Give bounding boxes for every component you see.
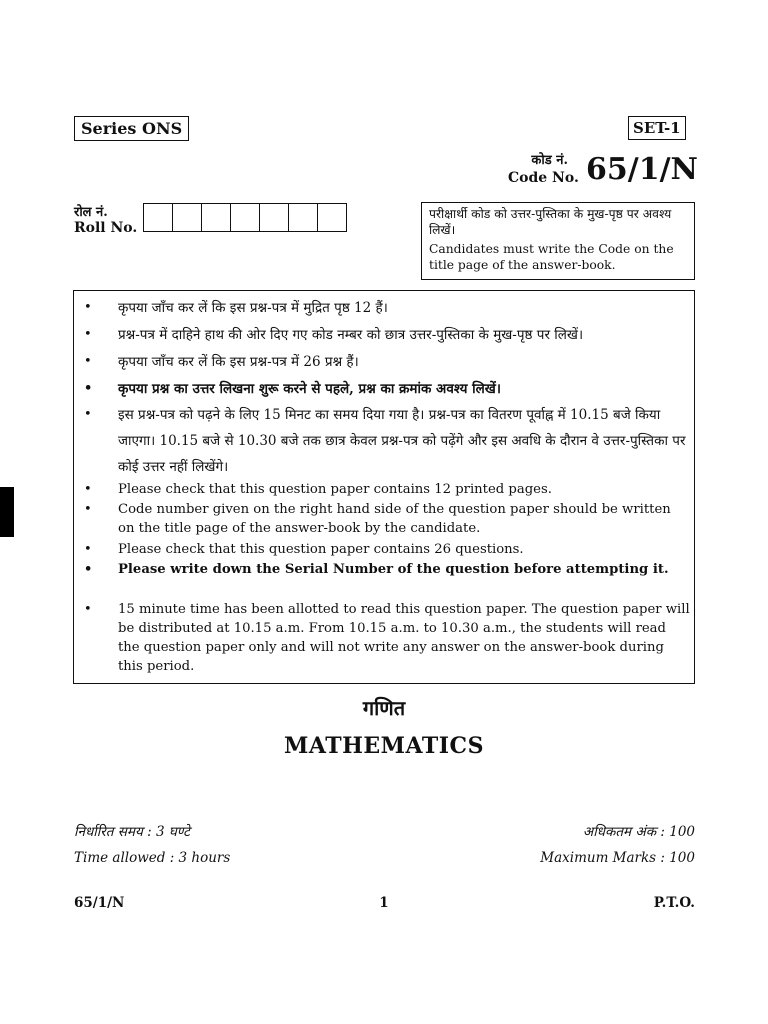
instruction-english-3: • Please check that this question paper contains 26 questions. xyxy=(118,540,690,559)
instruction-hindi-3: • कृपया जाँच कर लें कि इस प्रश्न-पत्र में 26 प्रश्न हैं। xyxy=(118,348,690,376)
instructions-box xyxy=(73,290,695,684)
instruction-english-5: • 15 minute time has been allotted to read this question paper. The question paper will be distributed at 10.15 a.m. From 10.15 a.m. to 10.30 a.m., the students will read the question paper only and will not write any answer on the answer-book during this period. xyxy=(118,600,690,676)
code-number: 65/1/N xyxy=(586,152,698,187)
candidate-note-hindi: परीक्षार्थी कोड को उत्तर-पुस्तिका के मुख-पृष्ठ पर अवश्य लिखें। xyxy=(429,207,672,237)
page-edge-marker xyxy=(0,487,14,537)
instruction-english-2: • Code number given on the right hand side of the question paper should be written on the title page of the answer-book by the candidate. xyxy=(118,500,690,538)
roll-number-cell[interactable] xyxy=(201,203,231,232)
subject-title: MATHEMATICS xyxy=(284,733,484,759)
instruction-english-4: • Please write down the Serial Number of the question before attempting it. xyxy=(118,560,690,579)
pto-label: P.T.O. xyxy=(653,895,695,911)
page-number: 1 xyxy=(379,895,389,911)
roll-number-cell[interactable] xyxy=(143,203,173,232)
roll-label: Roll No. xyxy=(74,220,138,236)
candidate-note-english: Candidates must write the Code on the title page of the answer-book. xyxy=(429,242,674,272)
code-label: Code No. xyxy=(508,170,579,186)
footer-code: 65/1/N xyxy=(74,895,125,911)
roll-number-cell[interactable] xyxy=(172,203,202,232)
roll-number-cell[interactable] xyxy=(259,203,289,232)
code-label-hindi: कोड नं. xyxy=(531,153,568,168)
candidate-note-box xyxy=(421,202,695,280)
time-allowed-hindi: निर्धारित समय : 3 घण्टे xyxy=(74,824,190,840)
series-label: Series ONS xyxy=(74,116,189,141)
set-label: SET-1 xyxy=(628,116,686,140)
maximum-marks: Maximum Marks : 100 xyxy=(540,850,695,866)
time-allowed: Time allowed : 3 hours xyxy=(74,850,231,866)
roll-number-cell[interactable] xyxy=(288,203,318,232)
subject-title-hindi: गणित xyxy=(362,696,406,720)
instruction-hindi-2: • प्रश्न-पत्र में दाहिने हाथ की ओर दिए गए कोड नम्बर को छात्र उत्तर-पुस्तिका के मुख-पृष्ठ पर लिखें। xyxy=(118,321,690,349)
maximum-marks-hindi: अधिकतम अंक : 100 xyxy=(582,824,695,840)
roll-number-cell[interactable] xyxy=(317,203,347,232)
roll-number-cell[interactable] xyxy=(230,203,260,232)
instruction-english-1: • Please check that this question paper contains 12 printed pages. xyxy=(118,480,690,499)
roll-label-hindi: रोल नं. xyxy=(74,205,108,220)
instruction-hindi-5: • इस प्रश्न-पत्र को पढ़ने के लिए 15 मिनट का समय दिया गया है। प्रश्न-पत्र का वितरण पूर्वाह्न में 10.15 बजे किया जाएगा। 10.15 बजे से 10.30 बजे तक छात्र केवल प्रश्न-पत्र को पढ़ेंगे और इस अवधि के दौरान वे उत्तर-पुस्तिका पर कोई उत्तर नहीं लिखेंगे। xyxy=(118,402,690,480)
roll-number-boxes xyxy=(143,203,347,232)
instruction-hindi-4: • कृपया प्रश्न का उत्तर लिखना शुरू करने से पहले, प्रश्न का क्रमांक अवश्य लिखें। xyxy=(118,375,690,403)
instruction-hindi-1: • कृपया जाँच कर लें कि इस प्रश्न-पत्र में मुद्रित पृष्ठ 12 हैं। xyxy=(118,294,690,322)
